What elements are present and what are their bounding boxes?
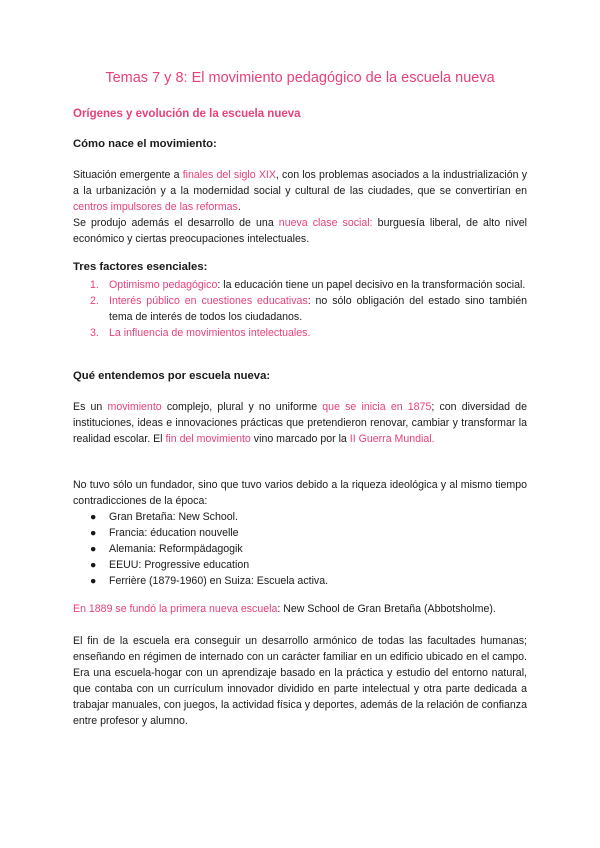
paragraph-school-aim: El fin de la escuela era conseguir un desarrollo armónico de todas las facultades humanas; enseñando en régimen de internado con un carácter familiar en un edificio ubicado en el campo. Era una escuela-hogar con un aprendizaje basado en la práctica y estudio del entorno natural, que contaba con un currículum innovador dividido en parte intelectual y otra parte dedicada a trabajar manuales, con juegos, la actividad física y deportes, además de la relación de confianza entre profesor y alumno. (73, 635, 527, 727)
subheading-definition: Qué entendemos por escuela nueva: (73, 370, 271, 382)
section-heading: Orígenes y evolución de la escuela nueva (73, 108, 301, 120)
highlight-text: movimiento (107, 401, 162, 413)
factors-list (73, 277, 527, 341)
list-item (73, 325, 527, 341)
bullet-icon: ● (90, 559, 97, 571)
paragraph-first-school: En 1889 se fundó la primera nueva escuela: New School de Gran Bretaña (Abbotsholme). (73, 603, 496, 615)
paragraph-definition: Es un movimiento complejo, plural y no uniforme que se inicia en 1875; con diversidad de instituciones, ideas e innovaciones prácticas que pretendieron renovar, cambiar y transformar la realidad escolar. El fin del movimiento vino marcado por la II Guerra Mundial. (73, 401, 527, 445)
list-item: ● Ferrière (1879-1960) en Suiza: Escuela activa. (90, 575, 329, 587)
paragraph-social-class: Se produjo además el desarrollo de una nueva clase social: burguesía liberal, de alto nivel económico y ciertas preocupaciones intelectuales. (73, 217, 527, 245)
bullet-icon: ● (90, 543, 97, 555)
countries-list (73, 509, 527, 589)
bullet-icon: ● (90, 527, 97, 539)
highlight-text: Interés público en cuestiones educativas (109, 295, 308, 307)
list-number: 3. (90, 327, 99, 339)
paragraph-founders: No tuvo sólo un fundador, sino que tuvo varios debido a la riqueza ideológica y al mismo tiempo contradicciones de la época: (73, 479, 527, 507)
highlight-text: centros impulsores de las reformas (73, 201, 238, 213)
highlight-text: En 1889 se fundó la primera nueva escuela (73, 603, 278, 615)
subheading-factors: Tres factores esenciales: (73, 261, 208, 273)
highlight-text: que se inicia en 1875 (322, 401, 432, 413)
list-item: 1. Optimismo pedagógico: la educación tiene un papel decisivo en la transformación social. (90, 279, 526, 291)
list-item: 2. Interés público en cuestiones educativas: no sólo obligación del estado sino también tema de interés de todos los ciudadanos. (90, 295, 527, 323)
subheading-origin: Cómo nace el movimiento: (73, 138, 217, 150)
bullet-icon: ● (90, 575, 97, 587)
paragraph-origin: Situación emergente a finales del siglo XIX, con los problemas asociados a la industrialización y a la urbanización y a la modernidad social y cultural de las ciudades, que se convertirían en centros impulsores de las reformas. (73, 169, 527, 213)
page-title: Temas 7 y 8: El movimiento pedagógico de la escuela nueva (105, 70, 495, 86)
highlight-text: II Guerra Mundial. (349, 433, 435, 445)
list-item: ● Gran Bretaña: New School. (90, 511, 238, 523)
list-item: ● Alemania: Reformpädagogik (90, 543, 243, 555)
highlight-text: fin del movimiento (165, 433, 251, 445)
list-number: 1. (90, 279, 99, 291)
bullet-icon: ● (90, 511, 97, 523)
list-item: ● Francia: éducation nouvelle (90, 527, 239, 539)
list-number: 2. (90, 295, 99, 307)
highlight-text: Optimismo pedagógico (109, 279, 218, 291)
highlight-text: finales del siglo XIX (182, 169, 276, 181)
highlight-text: nueva clase social: (278, 217, 373, 229)
highlight-text: La influencia de movimientos intelectuales. (109, 327, 311, 339)
list-item: ● EEUU: Progressive education (90, 559, 250, 571)
